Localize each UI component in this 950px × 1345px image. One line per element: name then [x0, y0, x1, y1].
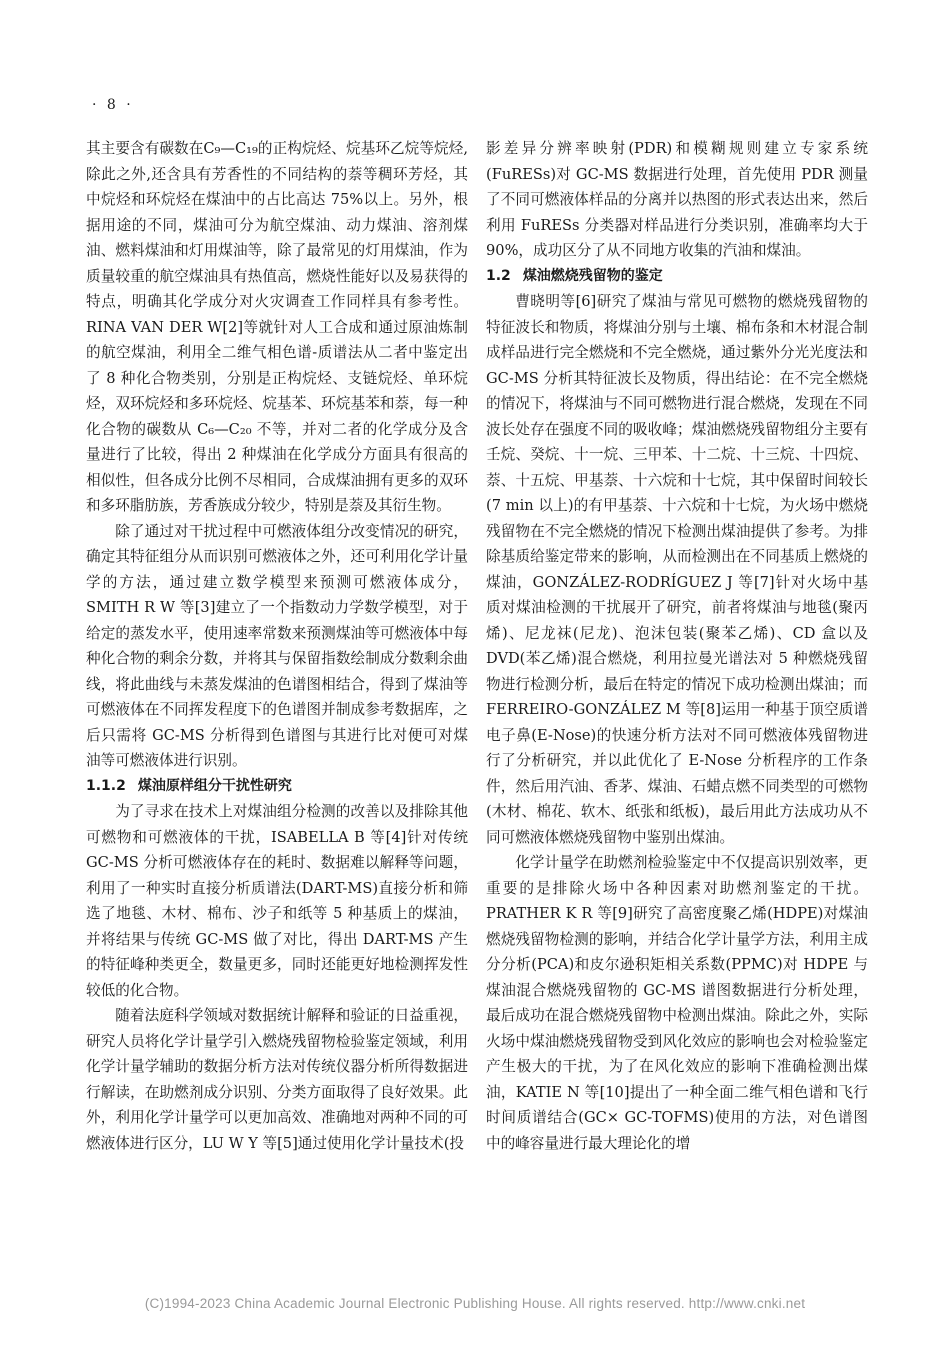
section-number: 1.2: [486, 267, 511, 284]
paragraph: 影差异分辨率映射(PDR)和模糊规则建立专家系统(FuRESs)对 GC-MS 数据进行处理，首先使用 PDR 测量了不同可燃液体样品的分离并以热图的形式表达出来，然后利用 FuRESs 分类器对样品进行分类识别，准确率均大于 90%，成功区分了从不同地方收集的汽油和煤油。: [486, 140, 868, 259]
page-number: · 8 ·: [92, 97, 134, 113]
right-column: [486, 136, 868, 1156]
section-title: 煤油原样组分干扰性研究: [137, 777, 292, 794]
section-heading: [86, 774, 468, 800]
section-title: 煤油燃烧残留物的鉴定: [522, 267, 663, 284]
paragraph: 化学计量学在助燃剂检验鉴定中不仅提高识别效率，更重要的是排除火场中各种因素对助燃剂鉴定的干扰。PRATHER K R 等[9]研究了高密度聚乙烯(HDPE)对煤油燃烧残留物检测的影响，并结合化学计量学方法，利用主成分分析(PCA)和皮尔逊积矩相关系数(PPMC)对 HDPE 与煤油混合燃烧残留物的 GC-MS 谱图数据进行分析处理，最后成功在混合燃烧残留物中检测出煤油。除此之外，实际火场中煤油燃烧残留物受到风化效应的影响也会对检验鉴定产生极大的干扰，为了在风化效应的影响下准确检测出煤油，KATIE N 等[10]提出了一种全面二维气相色谱和飞行时间质谱结合(GC× GC-TOFMS)使用的方法，对色谱图中的峰容量进行最大理论化的增: [486, 854, 868, 1152]
paragraph: 曹晓明等[6]研究了煤油与常见可燃物的燃烧残留物的特征波长和物质，将煤油分别与土壤、棉布条和木材混合制成样品进行完全燃烧和不完全燃烧，通过紫外分光光度法和 GC-MS 分析其特征波长及物质，得出结论：在不完全燃烧的情况下，将煤油与不同可燃物进行混合燃烧，发现在不同波长处存在强度不同的吸收峰；煤油燃烧残留物组分主要有壬烷、癸烷、十一烷、三甲苯、十二烷、十三烷、十四烷、萘、十五烷、甲基萘、十六烷和十七烷，其中保留时间较长(7 min 以上)的有甲基萘、十六烷和十七烷，为火场中燃烧残留物在不完全燃烧的情况下检测出煤油提供了参考。为排除基质给鉴定带来的影响，从而检测出在不同基质上燃烧的煤油，GONZÁLEZ-RODRÍGUEZ J 等[7]针对火场中基质对煤油检测的干扰展开了研究，前者将煤油与地毯(聚丙烯)、尼龙袜(尼龙)、泡沫包装(聚苯乙烯)、CD 盒以及 DVD(苯乙烯)混合燃烧，利用拉曼光谱法对 5 种燃烧残留物进行检测分析，最后在特定的情况下成功检测出煤油；而 FERREIRO-GONZÁLEZ M 等[8]运用一种基于顶空质谱电子鼻(E-Nose)的快速分析方法对不同可燃液体残留物进行了分析研究，并以此优化了 E-Nose 分析程序的工作条件，然后用汽油、香茅、煤油、石蜡点燃不同类型的可燃物(木材、棉花、软木、纸张和纸板)，最后用此方法成功从不同可燃液体燃烧残留物中鉴别出煤油。: [486, 293, 868, 846]
paragraph: 其主要含有碳数在C₉—C₁₉的正构烷烃、烷基环乙烷等烷烃,除此之外,还含具有芳香性的不同结构的萘等稠环芳烃，其中烷烃和环烷烃在煤油中的占比高达 75%以上。另外，根据用途的不同，煤油可分为航空煤油、动力煤油、溶剂煤油、燃料煤油和灯用煤油等，除了最常见的灯用煤油，作为质量较重的航空煤油具有热值高，燃烧性能好以及易获得的特点，明确其化学成分对火灾调查工作同样具有参考性。RINA VAN DER W[2]等就针对人工合成和通过原油炼制的航空煤油，利用全二维气相色谱-质谱法从二者中鉴定出了 8 种化合物类别，分别是正构烷烃、支链烷烃、单环烷烃，双环烷烃和多环烷烃、烷基苯、环烷基苯和萘，每一种化合物的碳数从 C₆—C₂₀ 不等，并对二者的化学成分及含量进行了比较，得出 2 种煤油在化学成分方面具有很高的相似性，但各成分比例不尽相同，合成煤油拥有更多的双环和多环脂肪族，芳香族成分较少，特别是萘及其衍生物。: [86, 140, 468, 514]
paragraph: 除了通过对干扰过程中可燃液体组分改变情况的研究，确定其特征组分从而识别可燃液体之外，还可利用化学计量学的方法，通过建立数学模型来预测可燃液体成分，SMITH R W 等[3]建立了一个指数动力学数学模型，对于给定的蒸发水平，使用速率常数来预测煤油等可燃液体中每种化合物的剩余分数，并将其与保留指数绘制成分数剩余曲线，将此曲线与未蒸发煤油的色谱图相结合，得到了煤油等可燃液体在不同挥发程度下的色谱图并制成参考数据库，之后只需将 GC-MS 分析得到色谱图与其进行比对便可对煤油等可燃液体进行识别。: [86, 522, 468, 769]
section-number: 1.1.2: [86, 777, 126, 794]
left-column: [86, 136, 468, 1156]
copyright-footer: (C)1994-2023 China Academic Journal Electronic Publishing House. All rights reserved. http://www.cnki.net: [144, 1296, 806, 1311]
paragraph: 为了寻求在技术上对煤油组分检测的改善以及排除其他可燃物和可燃液体的干扰，ISABELLA B 等[4]针对传统 GC-MS 分析可燃液体存在的耗时、数据难以解释等问题，利用了一种实时直接分析质谱法(DART-MS)直接分析和筛选了地毯、木材、棉布、沙子和纸等 5 种基质上的煤油，并将结果与传统 GC-MS 做了对比，得出 DART-MS 产生的特征峰种类更全，数量更多，同时还能更好地检测挥发性较低的化合物。: [86, 803, 468, 999]
section-heading: [486, 264, 868, 290]
paragraph: 随着法庭科学领域对数据统计解释和验证的日益重视，研究人员将化学计量学引入燃烧残留物检验鉴定领域，利用化学计量学辅助的数据分析方法对传统仪器分析所得数据进行解读，在助燃剂成分识别、分类方面取得了良好效果。此外，利用化学计量学可以更加高效、准确地对两种不同的可燃液体进行区分，LU W Y 等[5]通过使用化学计量技术(投: [86, 1007, 468, 1152]
